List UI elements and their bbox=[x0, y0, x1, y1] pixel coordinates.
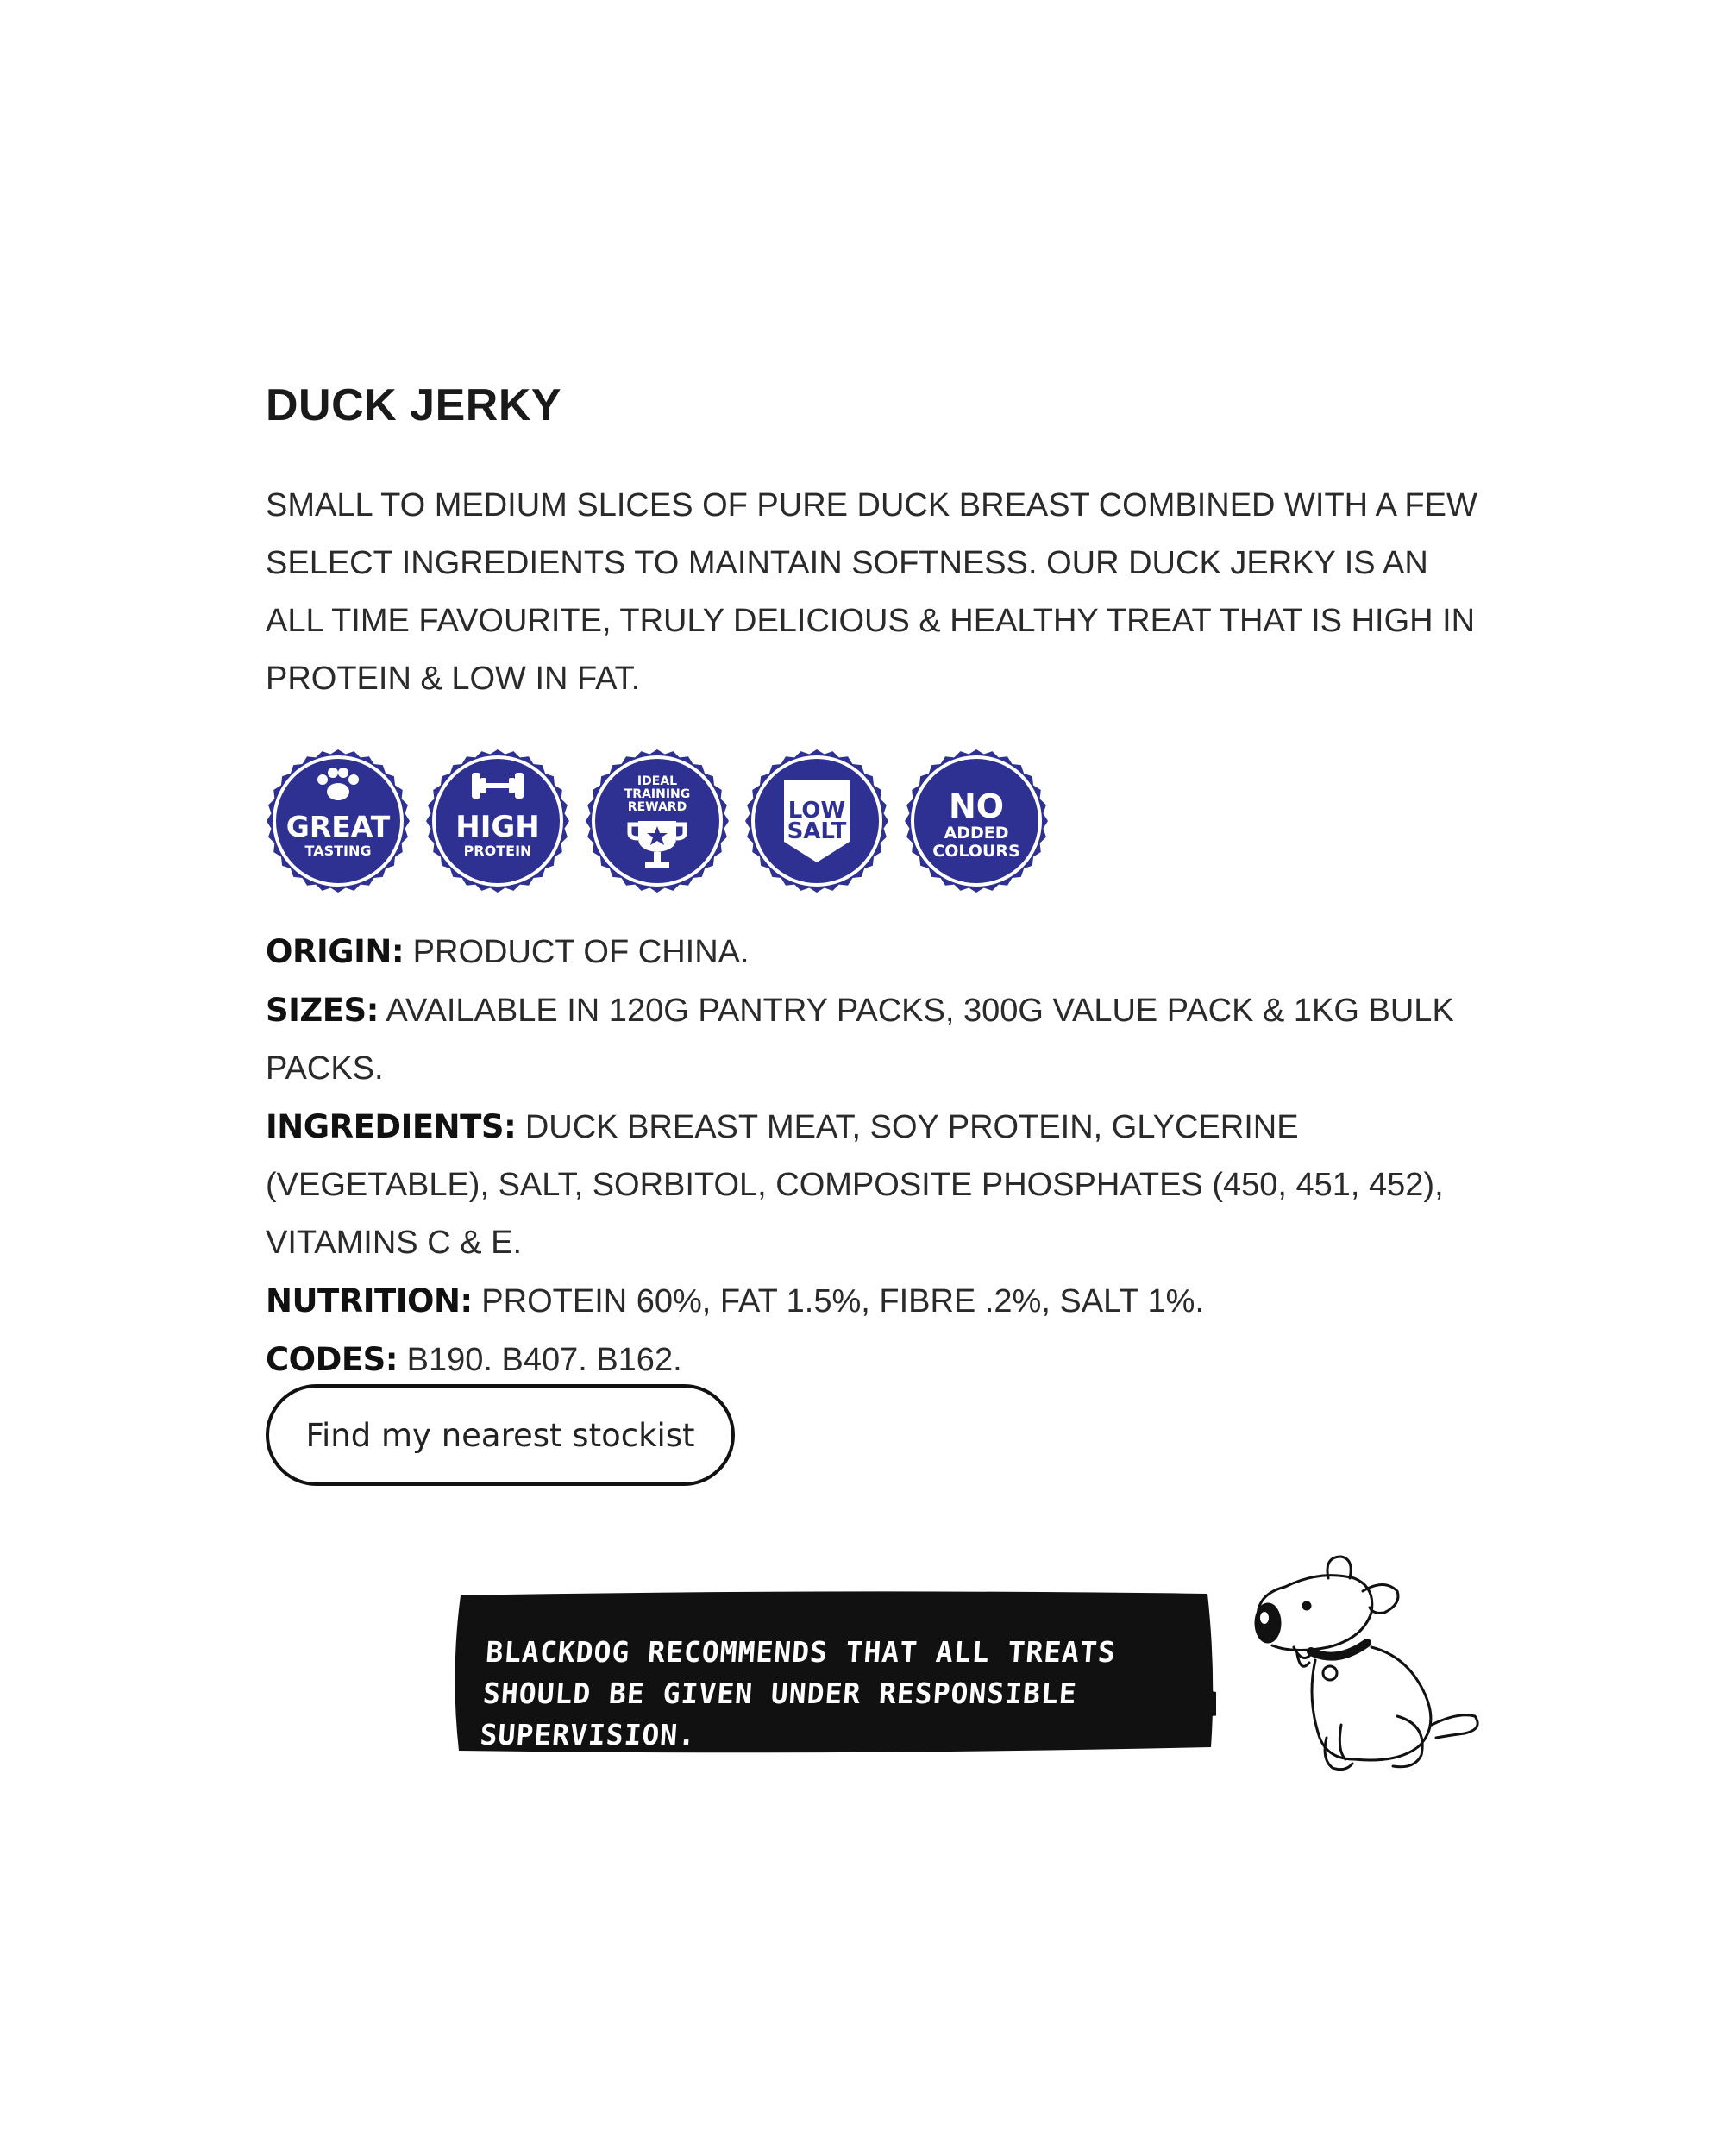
badge-line2: PROTEIN bbox=[463, 843, 532, 859]
badge-line2: TASTING bbox=[304, 843, 372, 859]
notice-line2: SHOULD BE GIVEN UNDER RESPONSIBLE SUPERVISION. bbox=[479, 1677, 1079, 1752]
notice-text bbox=[479, 1632, 1195, 1756]
badge-training-reward bbox=[585, 749, 730, 893]
badge-line1: NO bbox=[948, 787, 1005, 825]
badge-line1: HIGH bbox=[455, 810, 540, 844]
badge-line1: GREAT bbox=[285, 810, 391, 843]
supervision-notice bbox=[448, 1587, 1216, 1758]
notice-line1: BLACKDOG RECOMMENDS THAT ALL TREATS bbox=[485, 1635, 1118, 1669]
spec-nutrition bbox=[266, 1272, 1490, 1331]
spec-origin bbox=[266, 923, 1490, 981]
product-specs bbox=[266, 923, 1490, 1389]
product-description: SMALL TO MEDIUM SLICES OF PURE DUCK BREAST COMBINED WITH A FEW SELECT INGREDIENTS TO MAINTAIN SOFTNESS. OUR DUCK JERKY IS AN ALL TIME FAVOURITE, TRULY DELICIOUS & HEALTHY TREAT THAT IS HIGH IN PROTEIN & LOW IN FAT. bbox=[266, 487, 1477, 697]
product-title: DUCK JERKY bbox=[266, 380, 562, 430]
spec-sizes bbox=[266, 981, 1490, 1098]
badge-line1: IDEAL bbox=[637, 774, 678, 788]
dog-mascot-icon bbox=[1225, 1552, 1501, 1785]
spec-value: AVAILABLE IN 120G PANTRY PACKS, 300G VALUE PACK & 1KG BULK PACKS. bbox=[266, 993, 1454, 1087]
spec-label: SIZES: bbox=[266, 992, 379, 1029]
badge-high-protein bbox=[425, 749, 570, 893]
spec-value: DUCK BREAST MEAT, SOY PROTEIN, GLYCERINE (VEGETABLE), SALT, SORBITOL, COMPOSITE PHOSPHATES (450, 451, 452), VITAMINS C & E. bbox=[266, 1109, 1444, 1261]
badge-line3: REWARD bbox=[627, 800, 687, 814]
badge-line1: LOW bbox=[787, 798, 846, 824]
spec-value: PROTEIN 60%, FAT 1.5%, FIBRE .2%, SALT 1%. bbox=[472, 1283, 1204, 1319]
badge-line2: SALT bbox=[787, 818, 847, 844]
spec-label: CODES: bbox=[266, 1341, 398, 1378]
spec-label: NUTRITION: bbox=[266, 1282, 473, 1319]
badge-low-salt bbox=[744, 749, 889, 893]
spec-label: ORIGIN: bbox=[266, 933, 405, 970]
badge-no-added-colours bbox=[904, 749, 1049, 893]
badge-line3: COLOURS bbox=[932, 842, 1020, 861]
find-stockist-button[interactable]: Find my nearest stockist bbox=[266, 1384, 735, 1486]
spec-value: B190. B407. B162. bbox=[398, 1342, 682, 1378]
spec-value: PRODUCT OF CHINA. bbox=[404, 934, 750, 970]
spec-label: INGREDIENTS: bbox=[266, 1108, 517, 1145]
feature-badges bbox=[266, 749, 1049, 893]
badge-great-tasting bbox=[266, 749, 411, 893]
spec-codes bbox=[266, 1331, 1490, 1389]
spec-ingredients bbox=[266, 1098, 1490, 1272]
badge-line2: ADDED bbox=[944, 824, 1009, 843]
badge-line2: TRAINING bbox=[624, 787, 691, 801]
